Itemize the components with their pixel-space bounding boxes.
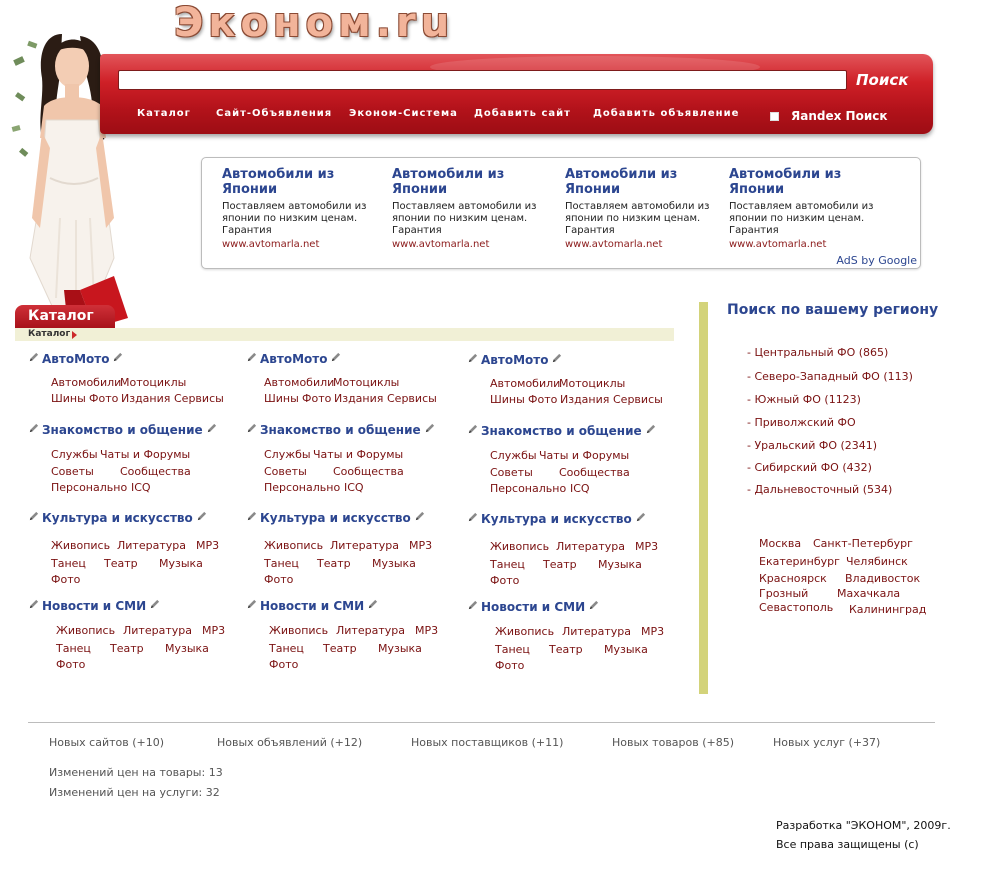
pencil-icon [424,423,435,437]
catalog-subcategory-link[interactable]: Литература [336,624,405,637]
catalog-subcategory-link[interactable]: Издания [121,392,171,405]
catalog-subcategory-link[interactable]: Фото [56,658,86,671]
stat-new-ads[interactable]: Новых объявлений (+12) [217,736,363,749]
catalog-subcategory-link[interactable]: Литература [562,625,631,638]
catalog-subcategory-link[interactable]: Шины [264,392,299,405]
catalog-subcategory-link[interactable]: Персонально [264,481,341,494]
search-button[interactable]: Поиск [852,66,926,94]
catalog-category[interactable] [28,599,160,613]
catalog-subcategory-link[interactable]: Живопись [490,540,550,553]
catalog-subcategory-link[interactable]: Танец [264,557,299,570]
yandex-search-label: Яandex Поиск [791,109,888,123]
catalog-subcategory-link[interactable]: Автомобили [264,376,335,389]
catalog-subcategory-link[interactable]: Советы [51,465,94,478]
goods-price-changes: Изменений цен на товары: 13 [49,766,223,779]
catalog-subcategory-link[interactable]: Музыка [598,558,642,571]
city-link[interactable]: Москва [759,537,802,550]
breadcrumb[interactable]: Каталог [28,329,71,339]
catalog-subcategory-link[interactable]: Шины [490,393,525,406]
footer-divider [28,722,935,723]
city-link[interactable]: Санкт-Петербург [813,537,913,550]
catalog-subcategory-link[interactable]: ICQ [131,481,151,494]
pencil-icon [28,423,39,437]
catalog-subcategory-link[interactable]: Танец [56,642,91,655]
catalog-subcategory-link[interactable]: Танец [269,642,304,655]
catalog-subcategory-link[interactable]: Чаты и Форумы [313,448,404,461]
catalog-subcategory-link[interactable]: Театр [323,642,357,655]
catalog-subcategory-link[interactable]: Театр [549,643,583,656]
ad-item [565,167,715,250]
catalog-subcategory-link[interactable]: Музыка [604,643,648,656]
stat-new-sites[interactable]: Новых сайтов (+10) [49,736,165,749]
nav-item-econom-system[interactable]: Эконом-Система [349,108,458,119]
catalog-subcategory-link[interactable]: Советы [490,466,533,479]
site-logo[interactable]: Эконом.ru [174,0,455,46]
catalog-subcategory-link[interactable]: Музыка [378,642,422,655]
catalog-subcategory-link[interactable]: Сообщества [120,465,191,478]
search-input[interactable] [118,70,847,90]
nav-item-site-ads[interactable]: Сайт-Объявления [216,108,333,119]
ad-text: Поставляем автомобили из японии по низким ценам. Гарантия [565,201,710,236]
city-link[interactable]: Калининград [849,603,927,616]
catalog-subcategory-link[interactable]: Автомобили [51,376,122,389]
catalog-subcategory-link[interactable]: Автомобили [490,377,561,390]
catalog-subcategory-link[interactable]: MP3 [641,625,665,638]
region-item[interactable]: - Приволжский ФО [747,416,856,429]
catalog-subcategory-link[interactable]: Сообщества [333,465,404,478]
catalog-subcategory-link[interactable]: MP3 [196,539,220,552]
ad-url[interactable]: www.avtomarla.net [565,239,663,250]
ads-block [201,157,921,269]
catalog-category-label: Новости и СМИ [481,600,586,614]
nav-item-catalog[interactable]: Каталог [137,108,191,119]
pencil-icon [467,424,478,438]
ad-title[interactable]: Автомобили из Японии [222,167,335,197]
ad-title[interactable]: Автомобили из Японии [729,167,842,197]
nav-item-add-ad[interactable]: Добавить объявление [593,108,740,119]
catalog-category-label: АвтоМото [260,352,328,366]
catalog-category[interactable] [467,600,599,614]
catalog-subcategory-link[interactable]: Музыка [159,557,203,570]
catalog-subcategory-link[interactable]: Музыка [165,642,209,655]
catalog-subcategory-link[interactable]: Театр [317,557,351,570]
pencil-icon [196,511,207,525]
catalog-category-label: АвтоМото [42,352,110,366]
region-item[interactable]: - Южный ФО (1123) [747,393,861,406]
catalog-category-label: Новости и СМИ [42,599,147,613]
region-item[interactable]: - Уральский ФО (2341) [747,439,878,452]
pencil-icon [414,511,425,525]
catalog-subcategory-link[interactable]: Службы [490,449,537,462]
catalog-category[interactable] [28,352,123,366]
catalog-subcategory-link[interactable]: Театр [110,642,144,655]
catalog-category-label: АвтоМото [481,353,549,367]
nav-item-add-site[interactable]: Добавить сайт [474,108,571,119]
pencil-icon [206,423,217,437]
catalog-subcategory-link[interactable]: Мотоциклы [559,377,626,390]
pencil-icon [28,511,39,525]
catalog-category[interactable] [467,353,562,367]
ad-item [729,167,879,250]
region-item[interactable]: - Центральный ФО (865) [747,346,889,359]
city-link[interactable]: Владивосток [845,572,921,585]
catalog-subcategory-link[interactable]: Живопись [269,624,329,637]
pencil-icon [246,352,257,366]
catalog-subcategory-link[interactable]: Фото [51,573,81,586]
region-item[interactable]: - Сибирский ФО (432) [747,461,872,474]
pencil-icon [467,600,478,614]
breadcrumb-arrow-icon [72,331,77,339]
pencil-icon [467,353,478,367]
city-link[interactable]: Красноярск [759,572,827,585]
catalog-subcategory-link[interactable]: Сервисы [613,393,663,406]
catalog-subcategory-link[interactable]: Литература [117,539,186,552]
ad-url[interactable]: www.avtomarla.net [392,239,490,250]
pencil-icon [467,512,478,526]
services-price-changes: Изменений цен на услуги: 32 [49,786,220,799]
catalog-subcategory-link[interactable]: Службы [51,448,98,461]
ad-url[interactable]: www.avtomarla.net [729,239,827,250]
catalog-subcategory-link[interactable]: ICQ [570,482,590,495]
stat-new-services[interactable]: Новых услуг (+37) [773,736,881,749]
catalog-subcategory-link[interactable]: MP3 [202,624,226,637]
stat-new-goods[interactable]: Новых товаров (+85) [612,736,735,749]
catalog-subcategory-link[interactable]: MP3 [635,540,659,553]
pencil-icon [246,599,257,613]
catalog-subcategory-link[interactable]: Шины [51,392,86,405]
pencil-icon [246,423,257,437]
catalog-category-label: Знакомство и общение [481,424,642,438]
catalog-category-label: Новости и СМИ [260,599,365,613]
catalog-category[interactable] [246,511,425,525]
ad-item [222,167,372,250]
catalog-subcategory-link[interactable]: Мотоциклы [333,376,400,389]
catalog-subcategory-link[interactable]: Сервисы [174,392,224,405]
catalog-subcategory-link[interactable]: Персонально [490,482,567,495]
catalog-category-label: Культура и искусство [260,511,411,525]
city-link[interactable]: Севастополь [759,601,834,614]
ad-item [392,167,542,250]
pencil-icon [551,353,562,367]
catalog-subcategory-link[interactable]: Театр [104,557,138,570]
city-link[interactable]: Грозный [759,587,809,600]
catalog-subcategory-link[interactable]: Литература [556,540,625,553]
pencil-icon [645,424,656,438]
catalog-subcategory-link[interactable]: Фото [528,393,558,406]
catalog-category-label: Культура и искусство [481,512,632,526]
pencil-icon [149,599,160,613]
catalog-category[interactable] [467,512,646,526]
ad-text: Поставляем автомобили из японии по низким ценам. Гарантия [222,201,367,236]
catalog-category-label: Культура и искусство [42,511,193,525]
copyright-developer: Разработка "ЭКОНОМ", 2009г. [776,819,951,832]
city-link[interactable]: Челябинск [846,555,908,568]
catalog-subcategory-link[interactable]: Фото [264,573,294,586]
catalog-subcategory-link[interactable]: Фото [302,392,332,405]
catalog-subcategory-link[interactable]: MP3 [415,624,439,637]
catalog-category[interactable] [467,424,656,438]
catalog-subcategory-link[interactable]: Издания [334,392,384,405]
catalog-subcategory-link[interactable]: Службы [264,448,311,461]
city-link[interactable]: Махачкала [837,587,901,600]
catalog-category[interactable] [246,352,341,366]
catalog-subcategory-link[interactable]: Танец [495,643,530,656]
catalog-category[interactable] [28,423,217,437]
catalog-strip [15,328,674,341]
catalog-subcategory-link[interactable]: Чаты и Форумы [539,449,630,462]
catalog-subcategory-link[interactable]: Живопись [56,624,116,637]
catalog-subcategory-link[interactable]: Живопись [495,625,555,638]
catalog-subcategory-link[interactable]: ICQ [344,481,364,494]
catalog-subcategory-link[interactable]: Танец [51,557,86,570]
city-link[interactable]: Екатеринбург [759,555,840,568]
pencil-icon [28,352,39,366]
catalog-subcategory-link[interactable]: Сообщества [559,466,630,479]
catalog-subcategory-link[interactable]: Персонально [51,481,128,494]
region-title: Поиск по вашему региону [727,302,939,318]
catalog-subcategory-link[interactable]: Сервисы [387,392,437,405]
catalog-category[interactable] [246,599,378,613]
ad-title[interactable]: Автомобили из Японии [565,167,678,197]
catalog-subcategory-link[interactable]: Театр [543,558,577,571]
ad-text: Поставляем автомобили из японии по низким ценам. Гарантия [729,201,874,236]
catalog-subcategory-link[interactable]: Фото [490,574,520,587]
catalog-subcategory-link[interactable]: Фото [269,658,299,671]
pencil-icon [367,599,378,613]
catalog-subcategory-link[interactable]: Фото [495,659,525,672]
catalog-subcategory-link[interactable]: Мотоциклы [120,376,187,389]
catalog-subcategory-link[interactable]: Литература [330,539,399,552]
catalog-subcategory-link[interactable]: Издания [560,393,610,406]
catalog-category-label: Знакомство и общение [260,423,421,437]
ad-title[interactable]: Автомобили из Японии [392,167,505,197]
catalog-subcategory-link[interactable]: Чаты и Форумы [100,448,191,461]
pencil-icon [330,352,341,366]
catalog-subcategory-link[interactable]: Музыка [372,557,416,570]
stat-new-suppliers[interactable]: Новых поставщиков (+11) [411,736,564,749]
pencil-icon [635,512,646,526]
catalog-subcategory-link[interactable]: MP3 [409,539,433,552]
pencil-icon [28,599,39,613]
catalog-category[interactable] [28,511,207,525]
ad-url[interactable]: www.avtomarla.net [222,239,320,250]
pencil-icon [112,352,123,366]
catalog-subcategory-link[interactable]: Советы [264,465,307,478]
catalog-subcategory-link[interactable]: Литература [123,624,192,637]
catalog-subcategory-link[interactable]: Фото [89,392,119,405]
yandex-search-checkbox[interactable] [770,112,779,121]
region-item[interactable]: - Дальневосточный (534) [747,483,893,496]
pencil-icon [588,600,599,614]
region-divider [699,302,708,694]
pencil-icon [246,511,257,525]
catalog-subcategory-link[interactable]: Живопись [51,539,111,552]
catalog-category-label: Знакомство и общение [42,423,203,437]
copyright-rights: Все права защищены (с) [776,838,919,851]
ads-by-google[interactable]: AdS by Google [836,254,917,267]
catalog-subcategory-link[interactable]: Танец [490,558,525,571]
region-item[interactable]: - Северо-Западный ФО (113) [747,370,913,383]
ad-text: Поставляем автомобили из японии по низким ценам. Гарантия [392,201,537,236]
catalog-tab-label[interactable]: Каталог [28,308,94,324]
catalog-subcategory-link[interactable]: Живопись [264,539,324,552]
catalog-category[interactable] [246,423,435,437]
